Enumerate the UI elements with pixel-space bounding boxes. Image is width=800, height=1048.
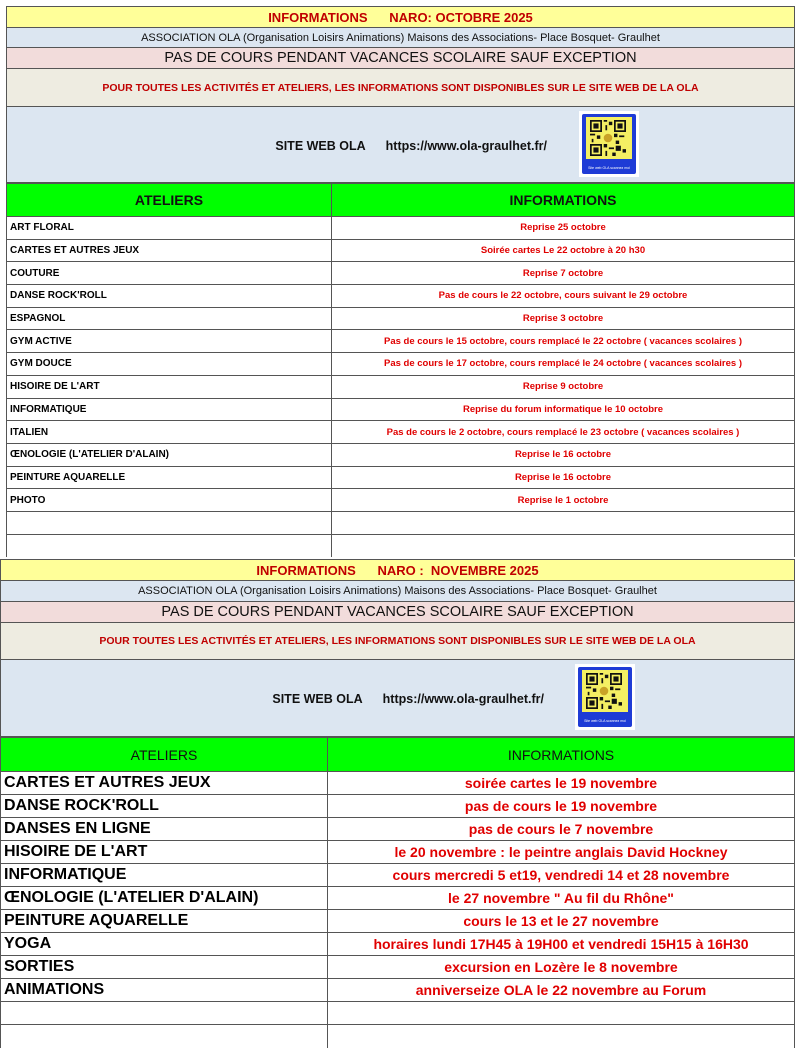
table-row	[1, 864, 795, 887]
information-cell: pas de cours le 7 novembre	[328, 818, 795, 841]
no-courses-notice: PAS DE COURS PENDANT VACANCES SCOLAIRE SAUF EXCEPTION	[0, 602, 795, 623]
table-row	[7, 398, 795, 421]
atelier-cell: DANSES EN LIGNE	[1, 818, 328, 841]
information-cell: Reprise 9 octobre	[332, 375, 795, 398]
website-band	[0, 660, 795, 737]
column-header-ateliers: ATELIERS	[7, 184, 332, 217]
table-row-cutoff	[1, 1025, 795, 1048]
november-info-sheet	[0, 559, 795, 1048]
qr-code-icon	[579, 111, 639, 177]
empty-cell	[332, 534, 795, 557]
website-notice: POUR TOUTES LES ACTIVITÉS ET ATELIERS, LES INFORMATIONS SONT DISPONIBLES SUR LE SITE WEB DE LA OLA	[6, 69, 795, 107]
atelier-cell: ESPAGNOL	[7, 307, 332, 330]
atelier-cell	[1, 1002, 328, 1025]
information-cell: Reprise le 1 octobre	[332, 489, 795, 512]
association-line: ASSOCIATION OLA (Organisation Loisirs Animations) Maisons des Associations- Place Bosquet- Graulhet	[6, 28, 795, 48]
website-notice: POUR TOUTES LES ACTIVITÉS ET ATELIERS, LES INFORMATIONS SONT DISPONIBLES SUR LE SITE WEB DE LA OLA	[0, 623, 795, 660]
atelier-cell: DANSE ROCK'ROLL	[1, 795, 328, 818]
atelier-cell: INFORMATIQUE	[7, 398, 332, 421]
table-header-row	[7, 184, 795, 217]
table-row	[1, 910, 795, 933]
information-cell: cours mercredi 5 et19, vendredi 14 et 28 novembre	[328, 864, 795, 887]
ateliers-table	[6, 183, 795, 557]
table-row	[1, 956, 795, 979]
atelier-cell: PHOTO	[7, 489, 332, 512]
information-cell: Reprise 3 octobre	[332, 307, 795, 330]
website-band	[6, 107, 795, 183]
qr-pattern	[590, 120, 626, 156]
table-row	[7, 217, 795, 240]
atelier-cell: ANIMATIONS	[1, 979, 328, 1002]
atelier-cell: GYM DOUCE	[7, 353, 332, 376]
website-url-link[interactable]: https://www.ola-graulhet.fr/	[382, 692, 544, 706]
qr-card	[578, 667, 632, 727]
information-cell: le 27 novembre " Au fil du Rhône"	[328, 887, 795, 910]
atelier-cell: ŒNOLOGIE (L'ATELIER D'ALAIN)	[7, 443, 332, 466]
information-cell	[332, 511, 795, 534]
qr-card	[582, 114, 636, 174]
table-row	[7, 466, 795, 489]
no-courses-notice: PAS DE COURS PENDANT VACANCES SCOLAIRE SAUF EXCEPTION	[6, 48, 795, 69]
sheet-title: INFORMATIONS NARO : NOVEMBRE 2025	[0, 559, 795, 581]
column-header-informations: INFORMATIONS	[328, 738, 795, 772]
information-cell: Reprise du forum informatique le 10 octobre	[332, 398, 795, 421]
october-info-sheet	[6, 6, 795, 557]
information-cell	[328, 1002, 795, 1025]
information-cell: anniverseize OLA le 22 novembre au Forum	[328, 979, 795, 1002]
atelier-cell: GYM ACTIVE	[7, 330, 332, 353]
information-cell: Reprise le 16 octobre	[332, 466, 795, 489]
table-row	[1, 933, 795, 956]
qr-code-icon	[575, 664, 635, 730]
information-cell: le 20 novembre : le peintre anglais David Hockney	[328, 841, 795, 864]
information-cell: horaires lundi 17H45 à 19H00 et vendredi 15H15 à 16H30	[328, 933, 795, 956]
atelier-cell: PEINTURE AQUARELLE	[1, 910, 328, 933]
table-row	[7, 443, 795, 466]
qr-pattern	[586, 673, 622, 709]
table-row	[1, 841, 795, 864]
information-cell: cours le 13 et le 27 novembre	[328, 910, 795, 933]
table-row	[1, 1002, 795, 1025]
table-header-row	[1, 738, 795, 772]
empty-cell	[7, 534, 332, 557]
atelier-cell: HISOIRE DE L'ART	[1, 841, 328, 864]
information-cell: excursion en Lozère le 8 novembre	[328, 956, 795, 979]
table-row	[7, 375, 795, 398]
sheet-title: INFORMATIONS NARO: OCTOBRE 2025	[6, 6, 795, 28]
table-row	[1, 887, 795, 910]
information-cell: Pas de cours le 15 octobre, cours remplacé le 22 octobre ( vacances scolaires )	[332, 330, 795, 353]
information-cell: Reprise le 16 octobre	[332, 443, 795, 466]
information-cell: Pas de cours le 17 octobre, cours remplacé le 24 octobre ( vacances scolaires )	[332, 353, 795, 376]
association-line: ASSOCIATION OLA (Organisation Loisirs Animations) Maisons des Associations- Place Bosquet- Graulhet	[0, 581, 795, 602]
table-row-cutoff	[7, 534, 795, 557]
table-row	[7, 421, 795, 444]
table-row	[7, 353, 795, 376]
empty-cell	[328, 1025, 795, 1048]
table-row	[1, 772, 795, 795]
qr-caption: Site web OLA scannez moi	[584, 719, 626, 723]
website-text	[1, 690, 544, 708]
atelier-cell: DANSE ROCK'ROLL	[7, 285, 332, 308]
table-row	[7, 262, 795, 285]
atelier-cell	[7, 511, 332, 534]
information-cell: Reprise 25 octobre	[332, 217, 795, 240]
atelier-cell: HISOIRE DE L'ART	[7, 375, 332, 398]
table-row	[1, 979, 795, 1002]
column-header-informations: INFORMATIONS	[332, 184, 795, 217]
atelier-cell: SORTIES	[1, 956, 328, 979]
table-row	[1, 795, 795, 818]
table-row	[7, 239, 795, 262]
atelier-cell: ART FLORAL	[7, 217, 332, 240]
information-cell: pas de cours le 19 novembre	[328, 795, 795, 818]
website-url-link[interactable]: https://www.ola-graulhet.fr/	[385, 139, 547, 153]
website-text	[7, 137, 547, 155]
website-label: SITE WEB OLA	[272, 692, 363, 706]
atelier-cell: CARTES ET AUTRES JEUX	[1, 772, 328, 795]
information-cell: Pas de cours le 22 octobre, cours suivant le 29 octobre	[332, 285, 795, 308]
ateliers-table	[0, 737, 795, 1048]
atelier-cell: ITALIEN	[7, 421, 332, 444]
website-label: SITE WEB OLA	[275, 139, 366, 153]
atelier-cell: PEINTURE AQUARELLE	[7, 466, 332, 489]
table-row	[7, 511, 795, 534]
table-row	[7, 285, 795, 308]
information-cell: Pas de cours le 2 octobre, cours remplacé le 23 octobre ( vacances scolaires )	[332, 421, 795, 444]
table-row	[1, 818, 795, 841]
atelier-cell: YOGA	[1, 933, 328, 956]
information-cell: soirée cartes le 19 novembre	[328, 772, 795, 795]
atelier-cell: COUTURE	[7, 262, 332, 285]
table-row	[7, 307, 795, 330]
table-row	[7, 489, 795, 512]
empty-cell	[1, 1025, 328, 1048]
atelier-cell: CARTES ET AUTRES JEUX	[7, 239, 332, 262]
information-cell: Soirée cartes Le 22 octobre à 20 h30	[332, 239, 795, 262]
atelier-cell: INFORMATIQUE	[1, 864, 328, 887]
table-row	[7, 330, 795, 353]
information-cell: Reprise 7 octobre	[332, 262, 795, 285]
atelier-cell: ŒNOLOGIE (L'ATELIER D'ALAIN)	[1, 887, 328, 910]
qr-caption: Site web OLA scannez moi	[588, 166, 630, 170]
column-header-ateliers: ATELIERS	[1, 738, 328, 772]
